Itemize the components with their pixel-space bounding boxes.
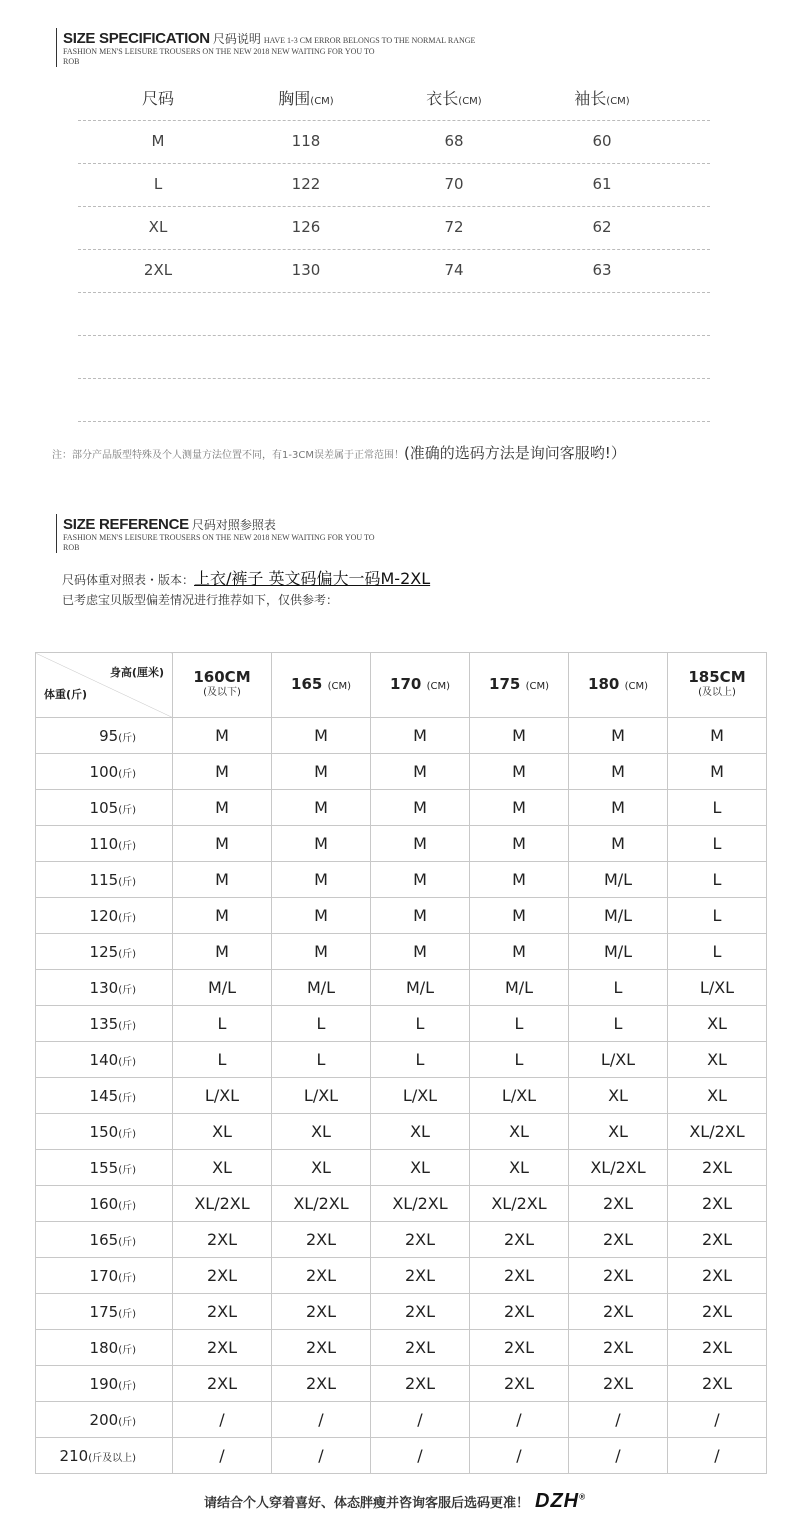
weight-row xyxy=(36,1078,767,1114)
spec-note: HAVE 1-3 CM ERROR BELONGS TO THE NORMAL RANGE xyxy=(263,36,476,45)
ref-title: SIZE REFERENCE xyxy=(63,516,189,533)
ref-header-row xyxy=(36,653,767,718)
size-cell: 2XL xyxy=(272,1258,371,1294)
weight-cell: 150(斤) xyxy=(36,1114,173,1150)
size-cell: M xyxy=(173,898,272,934)
height-header-cell: 170 (CM) xyxy=(371,653,470,718)
size-cell: 2XL xyxy=(569,1294,668,1330)
footer-text: 请结合个人穿着喜好、体态胖瘦并咨询客服后选码更准！ xyxy=(203,1496,529,1511)
size-cell: / xyxy=(371,1402,470,1438)
weight-row xyxy=(36,1186,767,1222)
weight-cell: 155(斤) xyxy=(36,1150,173,1186)
spec-row xyxy=(78,292,710,336)
size-cell: M xyxy=(272,934,371,970)
spec-cell: 61 xyxy=(592,175,612,193)
size-cell: M xyxy=(371,754,470,790)
size-cell: 2XL xyxy=(470,1294,569,1330)
size-cell: M xyxy=(272,862,371,898)
size-cell: / xyxy=(173,1438,272,1474)
size-cell: XL xyxy=(569,1114,668,1150)
spec-cell: L xyxy=(153,175,163,193)
size-cell: / xyxy=(569,1438,668,1474)
spec-row xyxy=(78,163,710,207)
size-cell: M xyxy=(470,862,569,898)
size-cell: M xyxy=(371,862,470,898)
size-cell: L/XL xyxy=(470,1078,569,1114)
weight-cell: 135(斤) xyxy=(36,1006,173,1042)
ref-version: 上衣/裤子 英文码偏大一码M-2XL xyxy=(194,569,431,588)
spec-cell: 63 xyxy=(592,261,612,279)
size-cell: M xyxy=(173,934,272,970)
spec-header-cell: 胸围(CM) xyxy=(278,89,334,108)
weight-row xyxy=(36,1150,767,1186)
size-cell: XL/2XL xyxy=(668,1114,767,1150)
spec-cell: 60 xyxy=(592,132,612,150)
brand-logo: DZH® xyxy=(535,1490,587,1512)
size-cell: / xyxy=(470,1402,569,1438)
weight-cell: 190(斤) xyxy=(36,1366,173,1402)
size-cell: 2XL xyxy=(668,1150,767,1186)
size-cell: M xyxy=(470,934,569,970)
size-cell: L xyxy=(668,934,767,970)
spec-footnote-text: 注：部分产品版型特殊及个人测量方法位置不同，有1-3CM误差属于正常范围！ xyxy=(52,450,404,461)
size-cell: M xyxy=(173,718,272,754)
weight-row xyxy=(36,1042,767,1078)
height-header-cell: 185CM (及以上) xyxy=(668,653,767,718)
size-cell: 2XL xyxy=(470,1330,569,1366)
weight-row xyxy=(36,898,767,934)
size-cell: M xyxy=(569,718,668,754)
size-cell: 2XL xyxy=(668,1330,767,1366)
size-cell: 2XL xyxy=(272,1294,371,1330)
ref-title-cn: 尺码对照参照表 xyxy=(191,518,276,532)
spec-cell: 62 xyxy=(592,218,612,236)
spec-cell: 74 xyxy=(444,261,464,279)
size-cell: L xyxy=(371,1042,470,1078)
ref-corner-cell xyxy=(36,653,173,718)
weight-row xyxy=(36,1006,767,1042)
size-cell: 2XL xyxy=(470,1366,569,1402)
size-cell: 2XL xyxy=(470,1222,569,1258)
spec-cell: XL xyxy=(148,218,168,236)
size-cell: M xyxy=(371,934,470,970)
weight-row xyxy=(36,1114,767,1150)
ref-section-header xyxy=(56,514,383,553)
size-cell: 2XL xyxy=(668,1222,767,1258)
size-cell: XL xyxy=(173,1150,272,1186)
weight-cell: 145(斤) xyxy=(36,1078,173,1114)
size-cell: L/XL xyxy=(569,1042,668,1078)
weight-row xyxy=(36,1366,767,1402)
size-cell: L xyxy=(173,1006,272,1042)
size-cell: M xyxy=(272,790,371,826)
spec-row xyxy=(78,378,710,422)
weight-axis-label: 体重(斤) xyxy=(44,688,88,701)
weight-row xyxy=(36,718,767,754)
spec-row xyxy=(78,249,710,293)
size-cell: L xyxy=(668,862,767,898)
spec-footnote-big: (准确的选码方法是询问客服哟!） xyxy=(403,444,626,462)
size-cell: M xyxy=(173,790,272,826)
size-cell: L xyxy=(470,1042,569,1078)
size-cell: M xyxy=(470,826,569,862)
size-cell: M xyxy=(569,754,668,790)
size-cell: 2XL xyxy=(371,1294,470,1330)
spec-cell: M xyxy=(151,132,165,150)
size-cell: XL xyxy=(272,1150,371,1186)
size-cell: XL xyxy=(173,1114,272,1150)
size-cell: M xyxy=(569,790,668,826)
weight-row xyxy=(36,1222,767,1258)
size-cell: M xyxy=(173,862,272,898)
size-cell: / xyxy=(668,1438,767,1474)
size-cell: XL/2XL xyxy=(272,1186,371,1222)
size-cell: L/XL xyxy=(668,970,767,1006)
spec-header-cell: 袖长(CM) xyxy=(574,89,630,108)
size-cell: M xyxy=(371,826,470,862)
size-cell: / xyxy=(668,1402,767,1438)
weight-cell: 160(斤) xyxy=(36,1186,173,1222)
size-cell: 2XL xyxy=(272,1366,371,1402)
size-cell: 2XL xyxy=(173,1258,272,1294)
size-cell: 2XL xyxy=(569,1330,668,1366)
ref-version-line xyxy=(62,566,430,589)
size-cell: M/L xyxy=(173,970,272,1006)
weight-cell: 100(斤) xyxy=(36,754,173,790)
size-cell: XL/2XL xyxy=(569,1150,668,1186)
size-cell: L/XL xyxy=(371,1078,470,1114)
size-cell: / xyxy=(173,1402,272,1438)
spec-cell: 2XL xyxy=(143,261,173,279)
size-cell: XL/2XL xyxy=(470,1186,569,1222)
size-cell: M xyxy=(371,898,470,934)
size-cell: 2XL xyxy=(371,1258,470,1294)
weight-cell: 95(斤) xyxy=(36,718,173,754)
size-cell: 2XL xyxy=(371,1330,470,1366)
weight-cell: 125(斤) xyxy=(36,934,173,970)
size-cell: XL xyxy=(569,1078,668,1114)
height-header-cell: 180 (CM) xyxy=(569,653,668,718)
size-cell: L xyxy=(668,898,767,934)
size-cell: M xyxy=(668,718,767,754)
weight-cell: 120(斤) xyxy=(36,898,173,934)
size-cell: L xyxy=(371,1006,470,1042)
spec-cell: 122 xyxy=(291,175,321,193)
spec-header-row xyxy=(78,77,710,121)
size-cell: 2XL xyxy=(371,1222,470,1258)
size-cell: M xyxy=(470,754,569,790)
weight-row xyxy=(36,970,767,1006)
weight-row xyxy=(36,754,767,790)
size-cell: 2XL xyxy=(668,1186,767,1222)
size-cell: L xyxy=(668,790,767,826)
size-cell: 2XL xyxy=(668,1258,767,1294)
size-cell: L/XL xyxy=(272,1078,371,1114)
size-cell: M xyxy=(272,826,371,862)
size-cell: M xyxy=(668,754,767,790)
size-cell: M xyxy=(272,718,371,754)
spec-cell: 70 xyxy=(444,175,464,193)
weight-cell: 170(斤) xyxy=(36,1258,173,1294)
ref-version-prefix: 尺码体重对照表・版本： xyxy=(62,573,195,587)
size-cell: M xyxy=(470,898,569,934)
size-cell: M xyxy=(173,754,272,790)
spec-header-cell: 衣长(CM) xyxy=(426,89,482,108)
size-reference-table xyxy=(35,652,767,1474)
size-cell: M/L xyxy=(470,970,569,1006)
size-cell: M xyxy=(569,826,668,862)
spec-cell: 72 xyxy=(444,218,464,236)
size-cell: M xyxy=(371,718,470,754)
size-cell: M xyxy=(470,718,569,754)
size-cell: 2XL xyxy=(272,1222,371,1258)
size-cell: XL xyxy=(371,1114,470,1150)
height-axis-label: 身高(厘米) xyxy=(109,666,164,679)
spec-cell: 130 xyxy=(291,261,321,279)
size-cell: / xyxy=(470,1438,569,1474)
size-cell: M xyxy=(272,754,371,790)
size-cell: 2XL xyxy=(569,1258,668,1294)
size-cell: L xyxy=(470,1006,569,1042)
weight-row xyxy=(36,790,767,826)
size-cell: L xyxy=(569,970,668,1006)
spec-cell: 118 xyxy=(291,132,321,150)
weight-cell: 110(斤) xyxy=(36,826,173,862)
size-cell: XL xyxy=(668,1006,767,1042)
size-cell: XL xyxy=(371,1150,470,1186)
spec-header-cell: 尺码 xyxy=(141,89,174,108)
weight-cell: 115(斤) xyxy=(36,862,173,898)
size-cell: XL xyxy=(470,1150,569,1186)
size-cell: 2XL xyxy=(173,1222,272,1258)
size-cell: L xyxy=(272,1006,371,1042)
weight-cell: 130(斤) xyxy=(36,970,173,1006)
size-cell: / xyxy=(272,1438,371,1474)
size-cell: 2XL xyxy=(173,1366,272,1402)
size-cell: XL xyxy=(668,1078,767,1114)
weight-row xyxy=(36,934,767,970)
size-cell: M/L xyxy=(569,934,668,970)
ref-subtitle: FASHION MEN'S LEISURE TROUSERS ON THE NEW 2018 NEW WAITING FOR YOU TO ROB xyxy=(63,533,375,552)
size-cell: XL/2XL xyxy=(173,1186,272,1222)
weight-row xyxy=(36,1402,767,1438)
spec-cell: 68 xyxy=(444,132,464,150)
size-cell: / xyxy=(371,1438,470,1474)
size-cell: M xyxy=(371,790,470,826)
size-cell: L xyxy=(569,1006,668,1042)
weight-cell: 140(斤) xyxy=(36,1042,173,1078)
weight-row xyxy=(36,826,767,862)
size-cell: 2XL xyxy=(569,1186,668,1222)
size-cell: XL/2XL xyxy=(371,1186,470,1222)
height-header-cell: 160CM (及以下) xyxy=(173,653,272,718)
spec-row xyxy=(78,335,710,379)
weight-cell: 210(斤及以上) xyxy=(36,1438,173,1474)
size-cell: 2XL xyxy=(668,1294,767,1330)
weight-row xyxy=(36,1330,767,1366)
size-cell: M/L xyxy=(272,970,371,1006)
height-header-cell: 175 (CM) xyxy=(470,653,569,718)
size-cell: L xyxy=(668,826,767,862)
weight-row xyxy=(36,1438,767,1474)
size-cell: 2XL xyxy=(668,1366,767,1402)
weight-cell: 200(斤) xyxy=(36,1402,173,1438)
size-cell: / xyxy=(272,1402,371,1438)
footer xyxy=(0,1490,790,1513)
size-cell: M xyxy=(470,790,569,826)
size-cell: XL xyxy=(272,1114,371,1150)
spec-title-cn: 尺码说明 xyxy=(212,32,261,46)
size-cell: 2XL xyxy=(470,1258,569,1294)
size-cell: / xyxy=(569,1402,668,1438)
size-cell: M xyxy=(173,826,272,862)
ref-note: 已考虑宝贝版型偏差情况进行推荐如下，仅供参考： xyxy=(62,593,339,607)
size-cell: M/L xyxy=(371,970,470,1006)
spec-section-header xyxy=(56,28,475,67)
weight-cell: 180(斤) xyxy=(36,1330,173,1366)
spec-cell: 126 xyxy=(291,218,321,236)
weight-row xyxy=(36,1258,767,1294)
weight-cell: 105(斤) xyxy=(36,790,173,826)
weight-row xyxy=(36,862,767,898)
size-cell: XL xyxy=(668,1042,767,1078)
size-cell: 2XL xyxy=(371,1366,470,1402)
height-header-cell: 165 (CM) xyxy=(272,653,371,718)
size-cell: L/XL xyxy=(173,1078,272,1114)
spec-subtitle: FASHION MEN'S LEISURE TROUSERS ON THE NEW 2018 NEW WAITING FOR YOU TO ROB xyxy=(63,47,375,66)
size-cell: L xyxy=(173,1042,272,1078)
spec-row xyxy=(78,206,710,250)
size-cell: 2XL xyxy=(272,1330,371,1366)
size-cell: 2XL xyxy=(173,1294,272,1330)
weight-cell: 165(斤) xyxy=(36,1222,173,1258)
spec-title: SIZE SPECIFICATION xyxy=(63,30,210,47)
size-cell: M/L xyxy=(569,898,668,934)
size-cell: 2XL xyxy=(569,1366,668,1402)
size-cell: 2XL xyxy=(569,1222,668,1258)
size-cell: 2XL xyxy=(173,1330,272,1366)
size-cell: L xyxy=(272,1042,371,1078)
size-cell: M/L xyxy=(569,862,668,898)
size-cell: M xyxy=(272,898,371,934)
size-cell: XL xyxy=(470,1114,569,1150)
spec-row xyxy=(78,120,710,164)
weight-cell: 175(斤) xyxy=(36,1294,173,1330)
weight-row xyxy=(36,1294,767,1330)
spec-footnote xyxy=(52,442,626,463)
